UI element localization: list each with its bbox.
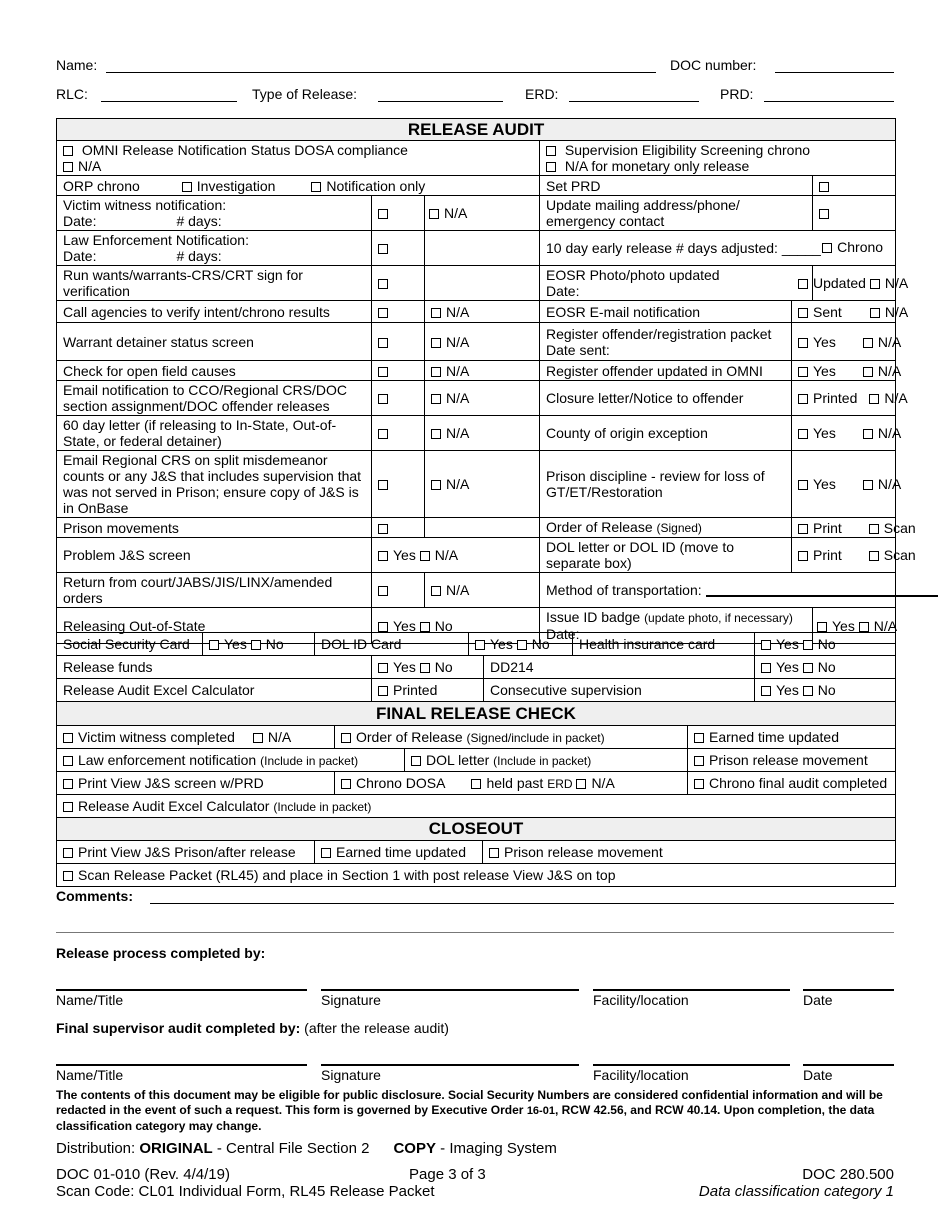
law-enf-note: (Include in packet) (260, 753, 359, 768)
prison-movements-checkbox[interactable] (378, 524, 388, 534)
yes-label: Yes (776, 636, 799, 652)
yes-label: Yes (393, 547, 416, 563)
eosr-photo-label: EOSR Photo/photo updated (546, 267, 720, 283)
update-mailing-checkbox[interactable] (819, 209, 829, 219)
check-open-field-label: Check for open field causes (57, 361, 372, 381)
open-field-na-checkbox[interactable] (431, 367, 441, 377)
victim-witness-checkbox[interactable] (378, 209, 388, 219)
copy-label: COPY (393, 1140, 436, 1157)
call-agencies-label: Call agencies to verify intent/chrono results (57, 301, 372, 323)
law-enf-label: Law enforcement notification (78, 751, 257, 768)
email-cco-label: Email notification to CCO/Regional CRS/DOC section assignment/DOC offender releases (57, 381, 372, 416)
prison-movements-label: Prison movements (57, 518, 372, 538)
name-title-line-2[interactable] (56, 1064, 307, 1066)
eosr-na-label: N/A (884, 275, 909, 291)
held-past-label: held past (486, 774, 544, 791)
disclosure-text (56, 1088, 894, 1134)
signature-label: Signature (321, 1067, 381, 1083)
yes-label: Yes (813, 425, 836, 441)
na-label: N/A (591, 774, 615, 791)
release-audit-table (56, 118, 916, 644)
release-completed-label: Release process completed by: (56, 945, 266, 961)
excel-calc-label: Release Audit Excel Calculator (57, 679, 372, 702)
chrono-final-checkbox[interactable] (694, 779, 704, 789)
register-yes-checkbox[interactable] (798, 338, 808, 348)
problem-js-yes-checkbox[interactable] (378, 551, 388, 561)
no-label: No (817, 682, 836, 698)
prison-release-checkbox[interactable] (694, 756, 704, 766)
consecutive-yes-checkbox[interactable] (761, 686, 771, 696)
na-label: N/A (446, 303, 470, 320)
sixty-day-na-checkbox[interactable] (431, 429, 441, 439)
le-days-label: # days: (176, 248, 222, 264)
na-label: N/A (434, 547, 459, 563)
order-scan-checkbox[interactable] (869, 524, 879, 534)
victim-completed-label: Victim witness completed (78, 729, 235, 745)
le-date-label: Date: (63, 248, 97, 264)
email-na-checkbox[interactable] (870, 308, 880, 318)
supervision-eligibility-checkbox[interactable] (546, 146, 556, 156)
closeout-print-view-checkbox[interactable] (63, 848, 73, 858)
eosr-date-label: Date: (546, 283, 580, 299)
na-label: N/A (444, 205, 468, 221)
no-label: No (265, 636, 284, 652)
printed-checkbox[interactable] (798, 394, 808, 404)
orp-chrono-label: ORP chrono (63, 177, 140, 194)
warrant-detainer-na-checkbox[interactable] (431, 338, 441, 348)
chrono-dosa-checkbox[interactable] (341, 779, 351, 789)
erd-label: ERD: (525, 86, 559, 102)
prison-discipline-label: Prison discipline - review for loss of GT/ET/Restoration (540, 451, 792, 518)
distribution-label: Distribution: (56, 1140, 136, 1157)
comments-line-2[interactable] (56, 932, 894, 933)
print-label: Print (813, 519, 842, 536)
na-label: N/A (446, 476, 470, 492)
original-dest: - Central File Section 2 (216, 1140, 370, 1157)
yes-label: Yes (224, 636, 247, 652)
funds-no-checkbox[interactable] (420, 663, 430, 673)
out-state-no-checkbox[interactable] (420, 622, 430, 632)
county-yes-checkbox[interactable] (798, 429, 808, 439)
issue-id-note: (update photo, if necessary) (644, 611, 793, 625)
signature-label: Signature (321, 992, 381, 1008)
final-check-table (56, 701, 896, 749)
release-funds-label: Release funds (57, 656, 372, 679)
open-field-checkbox[interactable] (378, 367, 388, 377)
order-release-label: Order of Release (546, 519, 653, 535)
law-enforcement-checkbox[interactable] (378, 244, 388, 254)
doc-number: DOC 280.500 (802, 1166, 894, 1183)
no-label: No (434, 617, 453, 634)
date-label: Date (803, 1067, 833, 1083)
eosr-email-label: EOSR E-mail notification (540, 301, 792, 323)
dol-letter-note: (Include in packet) (493, 753, 592, 768)
call-agencies-na-checkbox[interactable] (431, 308, 441, 318)
method-transport-label: Method of transportation: (546, 582, 702, 598)
held-past-checkbox[interactable] (471, 779, 481, 789)
supervision-eligibility-label: Supervision Eligibility Screening chrono (564, 142, 811, 158)
print-label: Print (813, 547, 842, 563)
omni-na2-checkbox[interactable] (863, 367, 873, 377)
disclosure-part-1: The contents of this document may be eligible for public disclosure. Social Security Numbers are considered confidential information and will be redacted in the event of such a request. This form is governed by Executive Order (56, 1088, 883, 1117)
yes-label: Yes (490, 636, 513, 652)
notification-only-checkbox[interactable] (311, 182, 321, 192)
id-cards-table (56, 632, 896, 656)
facility-line-1[interactable] (593, 989, 790, 991)
data-classification: Data classification category 1 (698, 1183, 894, 1200)
method-transport-field[interactable] (706, 595, 938, 597)
no-label: No (531, 636, 550, 652)
dol-id-yes-checkbox[interactable] (475, 640, 485, 650)
closeout-earned-time-checkbox[interactable] (321, 848, 331, 858)
final-check-table-3 (56, 771, 896, 818)
facility-label: Facility/location (593, 1067, 689, 1083)
victim-witness-na-checkbox[interactable] (429, 209, 439, 219)
scan-code: Scan Code: CL01 Individual Form, RL45 Release Packet (56, 1183, 435, 1200)
order-print-checkbox[interactable] (798, 524, 808, 534)
na-label: N/A (884, 303, 909, 320)
original-label: ORIGINAL (139, 1140, 213, 1157)
omni-label: OMNI Release Notification Status DOSA compliance (81, 142, 408, 158)
email-cco-checkbox[interactable] (378, 394, 388, 404)
type-of-release-field[interactable] (378, 101, 503, 102)
discipline-yes-checkbox[interactable] (798, 480, 808, 490)
facility-label: Facility/location (593, 992, 689, 1008)
investigation-label: Investigation (196, 177, 276, 194)
order-release-label: Order of Release (356, 728, 463, 745)
closeout-prison-release-label: Prison release movement (504, 844, 663, 860)
prd-field[interactable] (764, 101, 894, 102)
yes-label: Yes (776, 682, 799, 698)
rlc-field[interactable] (101, 101, 237, 102)
problem-js-na-checkbox[interactable] (420, 551, 430, 561)
funds-table (56, 655, 896, 702)
date-sent-label: Date sent: (546, 341, 610, 358)
name-field[interactable] (106, 72, 656, 73)
signature-line-1[interactable] (321, 989, 579, 991)
call-agencies-checkbox[interactable] (378, 308, 388, 318)
closeout-print-view-label: Print View J&S Prison/after release (78, 844, 296, 860)
earned-time-checkbox[interactable] (694, 733, 704, 743)
chrono-final-label: Chrono final audit completed (709, 775, 888, 791)
signature-line-2[interactable] (321, 1064, 579, 1066)
discipline-na-checkbox[interactable] (863, 480, 873, 490)
chrono-checkbox[interactable] (822, 243, 832, 253)
type-of-release-label: Type of Release: (252, 86, 358, 102)
investigation-checkbox[interactable] (182, 182, 192, 192)
dd214-no-checkbox[interactable] (803, 663, 813, 673)
set-prd-label: Set PRD (540, 176, 813, 196)
dol-print-checkbox[interactable] (798, 551, 808, 561)
no-label: No (817, 636, 836, 652)
victim-witness-label: Victim witness notification: (63, 197, 227, 213)
eosr-na-checkbox[interactable] (870, 279, 880, 289)
closure-letter-label: Closure letter/Notice to offender (540, 381, 792, 416)
na-monetary-checkbox[interactable] (546, 162, 556, 172)
name-title-label: Name/Title (56, 1067, 124, 1083)
disclosure-part-2: , RCW 42.56, and RCW 40.14. Upon completion, the data classification category may change. (56, 1103, 875, 1133)
health-yes-checkbox[interactable] (761, 640, 771, 650)
order-release-note: (Signed/include in packet) (466, 730, 605, 745)
print-view-checkbox[interactable] (63, 779, 73, 789)
omni-yes-checkbox[interactable] (798, 367, 808, 377)
law-enf-checkbox[interactable] (63, 756, 73, 766)
email-regional-checkbox[interactable] (378, 480, 388, 490)
final-excel-note: (Include in packet) (273, 799, 372, 814)
na-label: N/A (873, 617, 898, 634)
sent-checkbox[interactable] (798, 308, 808, 318)
earned-time-label: Earned time updated (709, 729, 839, 745)
omni-na-checkbox[interactable] (63, 162, 73, 172)
na-label: N/A (446, 362, 470, 379)
dol-letter-label: DOL letter (426, 751, 490, 768)
scan-label: Scan (883, 519, 916, 536)
disclosure-eo: 16-01 (526, 1105, 555, 1117)
update-mailing-label: Update mailing address/phone/ emergency contact (540, 196, 813, 231)
na-label: N/A (446, 582, 470, 598)
issue-id-na-checkbox[interactable] (859, 622, 869, 632)
na-label: N/A (884, 390, 908, 406)
na-label: N/A (446, 333, 470, 350)
yes-label: Yes (813, 362, 836, 379)
notification-only-label: Notification only (326, 177, 426, 194)
release-audit-title: RELEASE AUDIT (57, 119, 896, 141)
consecutive-label: Consecutive supervision (484, 679, 755, 702)
sixty-day-checkbox[interactable] (378, 429, 388, 439)
erd-field[interactable] (569, 101, 699, 102)
dol-scan-checkbox[interactable] (869, 551, 879, 561)
releasing-out-label: Releasing Out-of-State (57, 608, 372, 644)
ssc-yes-checkbox[interactable] (209, 640, 219, 650)
sent-label: Sent (813, 303, 842, 320)
na-monetary-label: N/A for monetary only release (564, 158, 750, 174)
doc-number-label: DOC number: (670, 57, 757, 73)
printed-label: Printed (393, 682, 438, 698)
warrant-detainer-label: Warrant detainer status screen (57, 323, 372, 361)
dd214-yes-checkbox[interactable] (761, 663, 771, 673)
facility-line-2[interactable] (593, 1064, 790, 1066)
final-check-table-2 (56, 748, 896, 772)
victim-na-checkbox[interactable] (253, 733, 263, 743)
eosr-updated-checkbox[interactable] (798, 279, 808, 289)
comments-label: Comments: (56, 888, 134, 904)
email-regional-na-checkbox[interactable] (431, 480, 441, 490)
yes-label: Yes (813, 333, 836, 350)
final-excel-label: Release Audit Excel Calculator (78, 797, 270, 814)
email-cco-na-checkbox[interactable] (431, 394, 441, 404)
final-excel-checkbox[interactable] (63, 802, 73, 812)
return-court-label: Return from court/JABS/JIS/LINX/amended orders (57, 573, 372, 608)
date-label: Date (803, 992, 833, 1008)
issue-id-label: Issue ID badge (546, 609, 641, 625)
early-release-label: 10 day early release # days adjusted: _____ (546, 240, 821, 256)
name-title-label: Name/Title (56, 992, 124, 1008)
return-court-checkbox[interactable] (378, 586, 388, 596)
warrant-detainer-checkbox[interactable] (378, 338, 388, 348)
problem-js-label: Problem J&S screen (57, 538, 372, 573)
excel-printed-checkbox[interactable] (378, 686, 388, 696)
issue-id-yes-checkbox[interactable] (817, 622, 827, 632)
scan-label: Scan (883, 547, 916, 563)
na-label: N/A (877, 476, 902, 492)
after-audit-label: (after the release audit) (304, 1020, 449, 1036)
victim-completed-checkbox[interactable] (63, 733, 73, 743)
closeout-table (56, 817, 896, 887)
issue-id-date-label: Date: (546, 626, 580, 642)
print-view-label: Print View J&S screen w/PRD (78, 775, 264, 791)
date-line-1[interactable] (803, 989, 894, 991)
sixty-day-label: 60 day letter (if releasing to In-State, Out-of-State, or federal detainer) (57, 416, 372, 451)
set-prd-checkbox[interactable] (819, 182, 829, 192)
na-label: N/A (877, 425, 902, 441)
scan-packet-label: Scan Release Packet (RL45) and place in Section 1 with post release View J&S on top (78, 867, 616, 883)
chrono-dosa-label: Chrono DOSA (356, 774, 446, 791)
closeout-title: CLOSEOUT (57, 818, 896, 841)
held-past-erd: ERD (547, 776, 573, 791)
vw-days-label: # days: (176, 213, 222, 229)
na-label: N/A (446, 390, 470, 406)
dol-letter-label: DOL letter or DOL ID (move to separate box) (540, 538, 792, 573)
printed-label: Printed (813, 390, 858, 406)
yes-label: Yes (832, 617, 855, 634)
doc-number-field[interactable] (775, 72, 894, 73)
ssc-no-checkbox[interactable] (251, 640, 261, 650)
dol-id-card-label: DOL ID Card (315, 633, 469, 656)
signed-note: (Signed) (656, 521, 702, 535)
prison-release-label: Prison release movement (709, 752, 868, 768)
na-label: N/A (267, 729, 292, 745)
county-na-checkbox[interactable] (863, 429, 873, 439)
email-regional-label: Email Regional CRS on split misdemeanor counts or any J&S that includes supervision that was not served in Prison; ensure copy of J&S is in OnBase (57, 451, 372, 518)
dd214-label: DD214 (484, 656, 755, 679)
register-offender-packet-label: Register offender/registration packet (546, 325, 772, 342)
chrono-label: Chrono (837, 239, 884, 255)
scan-packet-checkbox[interactable] (63, 871, 73, 881)
law-enforcement-label: Law Enforcement Notification: (63, 232, 249, 248)
register-omni-label: Register offender updated in OMNI (540, 361, 792, 381)
closeout-prison-release-checkbox[interactable] (489, 848, 499, 858)
date-line-2[interactable] (803, 1064, 894, 1066)
name-title-line-1[interactable] (56, 989, 307, 991)
closure-na-checkbox[interactable] (869, 394, 879, 404)
copy-dest: - Imaging System (440, 1140, 557, 1157)
run-wants-label: Run wants/warrants-CRS/CRT sign for verification (57, 266, 372, 301)
no-label: No (817, 659, 836, 675)
rlc-label: RLC: (56, 86, 88, 102)
comments-line-1[interactable] (150, 903, 894, 904)
updated-label: Updated (813, 275, 866, 291)
run-wants-checkbox[interactable] (378, 279, 388, 289)
consecutive-no-checkbox[interactable] (803, 686, 813, 696)
vw-date-label: Date: (63, 213, 97, 229)
out-state-yes-checkbox[interactable] (378, 622, 388, 632)
held-na-checkbox[interactable] (576, 779, 586, 789)
na-label: N/A (877, 362, 902, 379)
final-supervisor-label: Final supervisor audit completed by: (56, 1020, 301, 1036)
health-insurance-label: Health insurance card (573, 633, 755, 656)
name-label: Name: (56, 57, 98, 73)
health-no-checkbox[interactable] (803, 640, 813, 650)
omni-na-label: N/A (78, 158, 102, 174)
na-label: N/A (877, 333, 902, 350)
dol-letter-checkbox[interactable] (411, 756, 421, 766)
closeout-earned-time-label: Earned time updated (336, 844, 466, 860)
dol-id-no-checkbox[interactable] (517, 640, 527, 650)
register-na-checkbox[interactable] (863, 338, 873, 348)
yes-label: Yes (776, 659, 799, 675)
county-origin-label: County of origin exception (540, 416, 792, 451)
return-court-na-checkbox[interactable] (431, 586, 441, 596)
omni-checkbox[interactable] (63, 146, 73, 156)
ssc-label: Social Security Card (57, 633, 203, 656)
doc-rev: DOC 01-010 (Rev. 4/4/19) (56, 1166, 230, 1183)
prd-label: PRD: (720, 86, 754, 102)
yes-label: Yes (813, 476, 836, 492)
funds-yes-checkbox[interactable] (378, 663, 388, 673)
final-check-title: FINAL RELEASE CHECK (57, 702, 896, 726)
order-release-checkbox[interactable] (341, 733, 351, 743)
yes-label: Yes (393, 659, 416, 675)
na-label: N/A (446, 425, 470, 441)
no-label: No (434, 659, 453, 675)
page-number: Page 3 of 3 (409, 1166, 486, 1183)
yes-label: Yes (393, 617, 416, 634)
